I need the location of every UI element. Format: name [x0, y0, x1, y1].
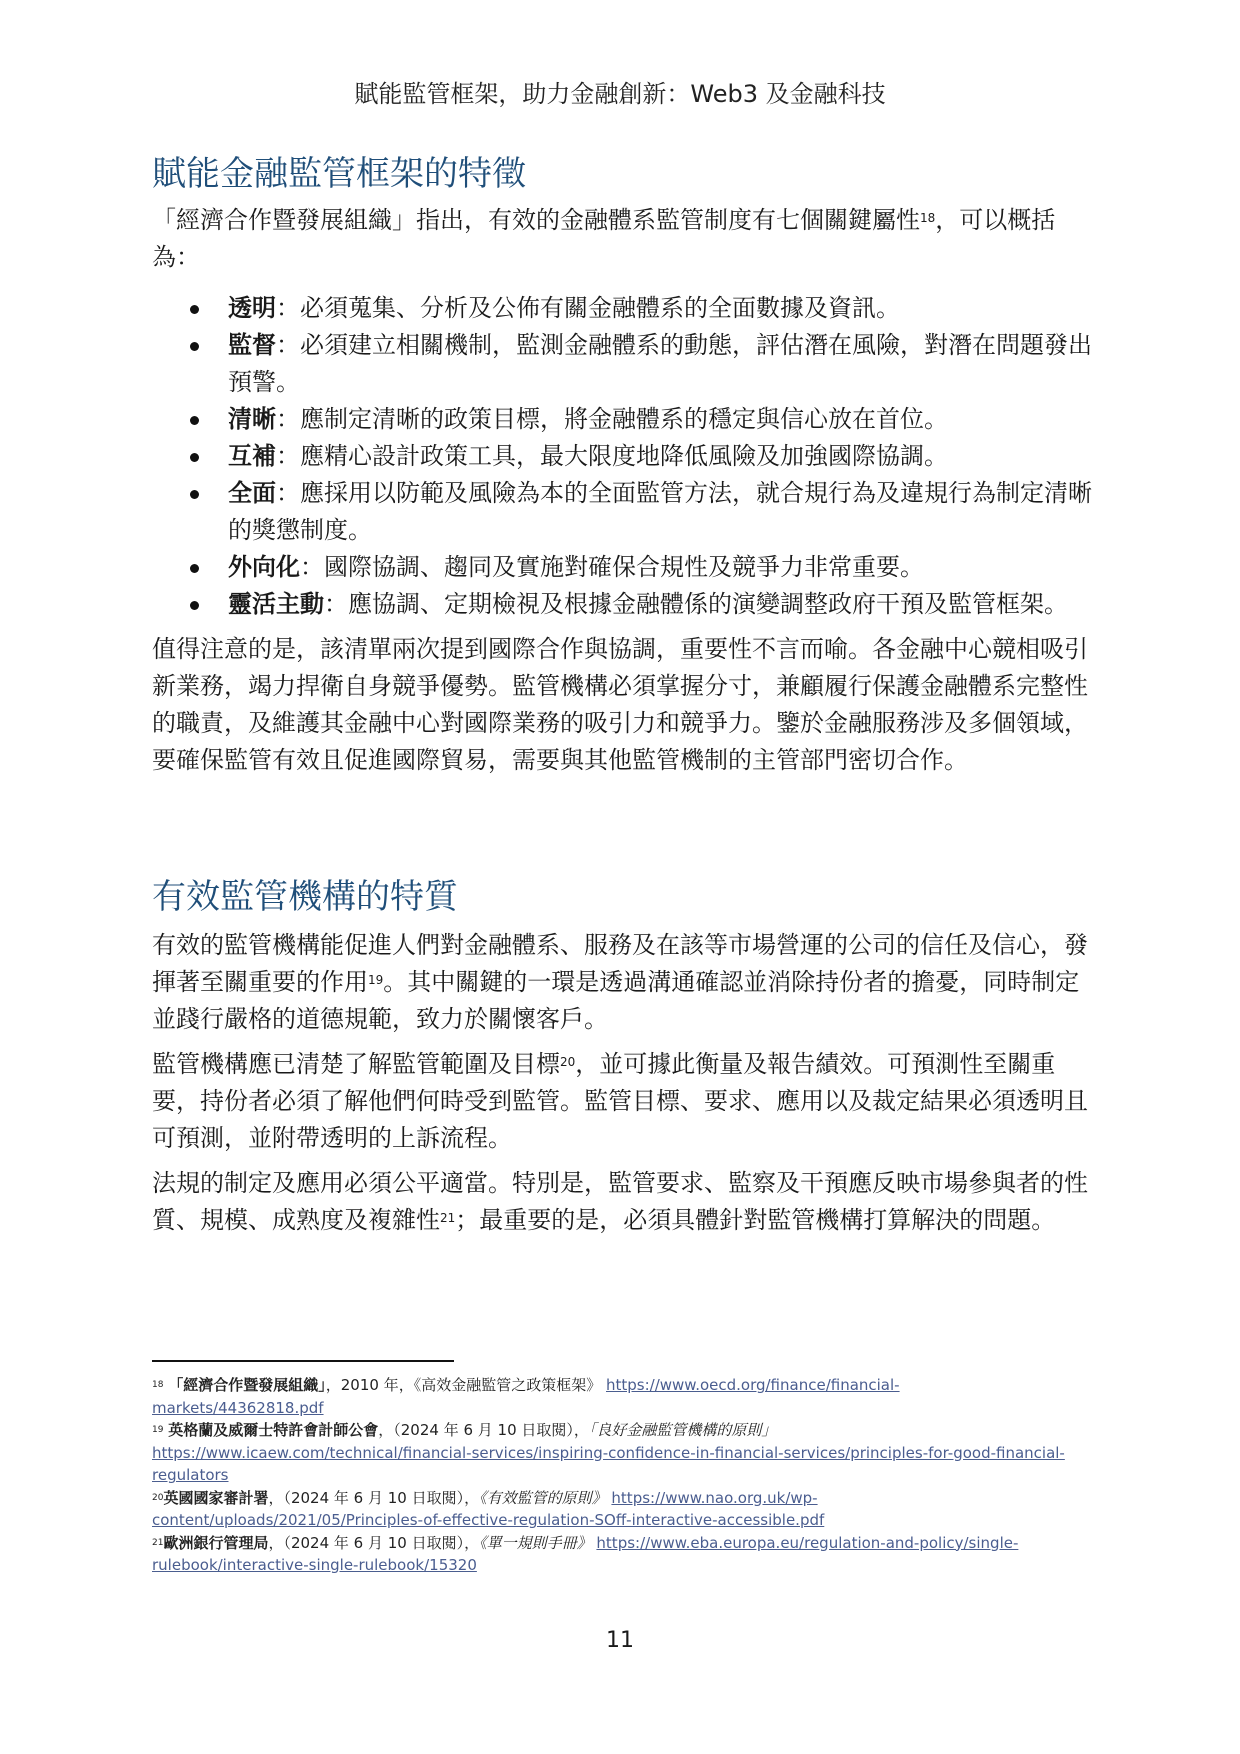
intro-paragraph: 「經濟合作暨發展組織」指出，有效的金融體系監管制度有七個關鍵屬性$^{18}$，可以概括為： — [152, 206, 1056, 271]
footnote-link[interactable]: https://www.eba.europa.eu/regulation-and-policy/single- — [596, 1533, 1019, 1552]
section-regulator-traits — [152, 875, 1102, 1239]
list-item: 靈活主動：應協調、定期檢視及根據金融體係的演變調整政府干預及監管框架。 — [152, 586, 1102, 623]
running-header: 賦能監管框架，助力金融創新：Web3 及金融科技 — [354, 80, 886, 108]
list-item: 外向化：國際協調、趨同及實施對確保合規性及競爭力非常重要。 — [152, 549, 1102, 586]
footnote-link[interactable]: markets/44362818.pdf — [152, 1398, 324, 1417]
footnote-link[interactable]: https://www.nao.org.uk/wp- — [611, 1488, 818, 1507]
footnote: $^{20}$英國國家審計署，（2024 年 6 月 10 日取閱），《有效監管的原則》 https://www.nao.org.uk/wp- content/uploads/2021/05/Principles-of-effective-regulation-SOff-interactive-accessible.pdf — [152, 1488, 825, 1529]
bullet-icon — [190, 564, 199, 573]
list-item: 清晰：應制定清晰的政策目標，將金融體系的穩定與信心放在首位。 — [152, 401, 1102, 438]
footnote-link[interactable]: https://www.icaew.com/technical/financial-services/inspiring-confidence-in-financial-services/principles-for-good-financial- — [152, 1443, 1065, 1462]
footnote: $^{19}$ 英格蘭及威爾士特許會計師公會，（2024 年 6 月 10 日取閱），「良好金融監管機構的原則」 https://www.icaew.com/technical/financial-services/inspiring-confidence-in-financial-services/principles-for-good-financial- regulators — [152, 1421, 1065, 1484]
footnote-ref[interactable]: 19 — [368, 973, 384, 987]
footnote-link[interactable]: content/uploads/2021/05/Principles-of-effective-regulation-SOff-interactive-accessible.pdf — [152, 1511, 825, 1529]
body-paragraph: 法規的制定及應用必須公平適當。特別是，監管要求、監察及干預應反映市場參與者的性質、規模、成熟度及複雜性$^{21}$；最重要的是，必須具體針對監管機構打算解決的問題。 — [152, 1169, 1088, 1234]
bullet-icon — [190, 416, 199, 425]
footnote-ref[interactable]: 20 — [560, 1055, 576, 1069]
footnote-ref[interactable]: 21 — [440, 1211, 456, 1225]
bullet-icon — [190, 601, 199, 610]
list-item: 全面：應採用以防範及風險為本的全面監管方法，就合規行為及違規行為制定清晰的獎懲制度。 — [152, 475, 1102, 549]
footnote-ref[interactable]: 18 — [920, 211, 936, 225]
footnote-link[interactable]: rulebook/interactive-single-rulebook/15320 — [152, 1556, 477, 1574]
footnotes — [152, 1374, 1102, 1577]
bullet-icon — [190, 490, 199, 499]
body-paragraph: 監管機構應已清楚了解監管範圍及目標$^{20}$，並可據此衡量及報告績效。可預測性至關重要，持份者必須了解他們何時受到監管。監管目標、要求、應用以及裁定結果必須透明且可預測，並附帶透明的上訴流程。 — [152, 1050, 1088, 1152]
bullet-icon — [190, 305, 199, 314]
list-item: 透明：必須蒐集、分析及公佈有關金融體系的全面數據及資訊。 — [152, 290, 1102, 327]
footnote: $^{18}$ 「經濟合作暨發展組織」，2010 年，《高效金融監管之政策框架》 https://www.oecd.org/finance/financial- markets/44362818.pdf — [152, 1376, 900, 1417]
bullet-icon — [190, 453, 199, 462]
closing-paragraph: 值得注意的是，該清單兩次提到國際合作與協調，重要性不言而喻。各金融中心競相吸引新業務，竭力捍衛自身競爭優勢。監管機構必須掌握分寸，兼顧履行保護金融體系完整性的職責，及維護其金融中心對國際業務的吸引力和競爭力。鑒於金融服務涉及多個領域，要確保監管有效且促進國際貿易，需要與其他監管機制的主管部門密切合作。 — [152, 635, 1088, 774]
page-number: 11 — [606, 1628, 634, 1653]
footnote: $^{21}$歐洲銀行管理局，（2024 年 6 月 10 日取閱），《單一規則手冊》 https://www.eba.europa.eu/regulation-and-policy/single- rulebook/interactive-single-rulebook/15320 — [152, 1533, 1019, 1574]
section-characteristics — [152, 152, 1102, 779]
list-item: 監督：必須建立相關機制，監測金融體系的動態，評估潛在風險，對潛在問題發出預警。 — [152, 327, 1102, 401]
footnote-divider — [152, 1360, 454, 1362]
section-heading: 有效監管機構的特質 — [152, 877, 458, 917]
list-item: 互補：應精心設計政策工具，最大限度地降低風險及加強國際協調。 — [152, 438, 1102, 475]
body-paragraph: 有效的監管機構能促進人們對金融體系、服務及在該等市場營運的公司的信任及信心，發揮著至關重要的作用$^{19}$。其中關鍵的一環是透過溝通確認並消除持份者的擔憂，同時制定並踐行嚴格的道德規範，致力於關懷客戶。 — [152, 931, 1088, 1033]
footnote-link[interactable]: regulators — [152, 1466, 229, 1484]
bullet-icon — [190, 342, 199, 351]
footnote-link[interactable]: https://www.oecd.org/finance/financial- — [606, 1376, 900, 1394]
section-heading: 賦能金融監管框架的特徵 — [152, 154, 526, 194]
attribute-list — [152, 290, 1102, 623]
